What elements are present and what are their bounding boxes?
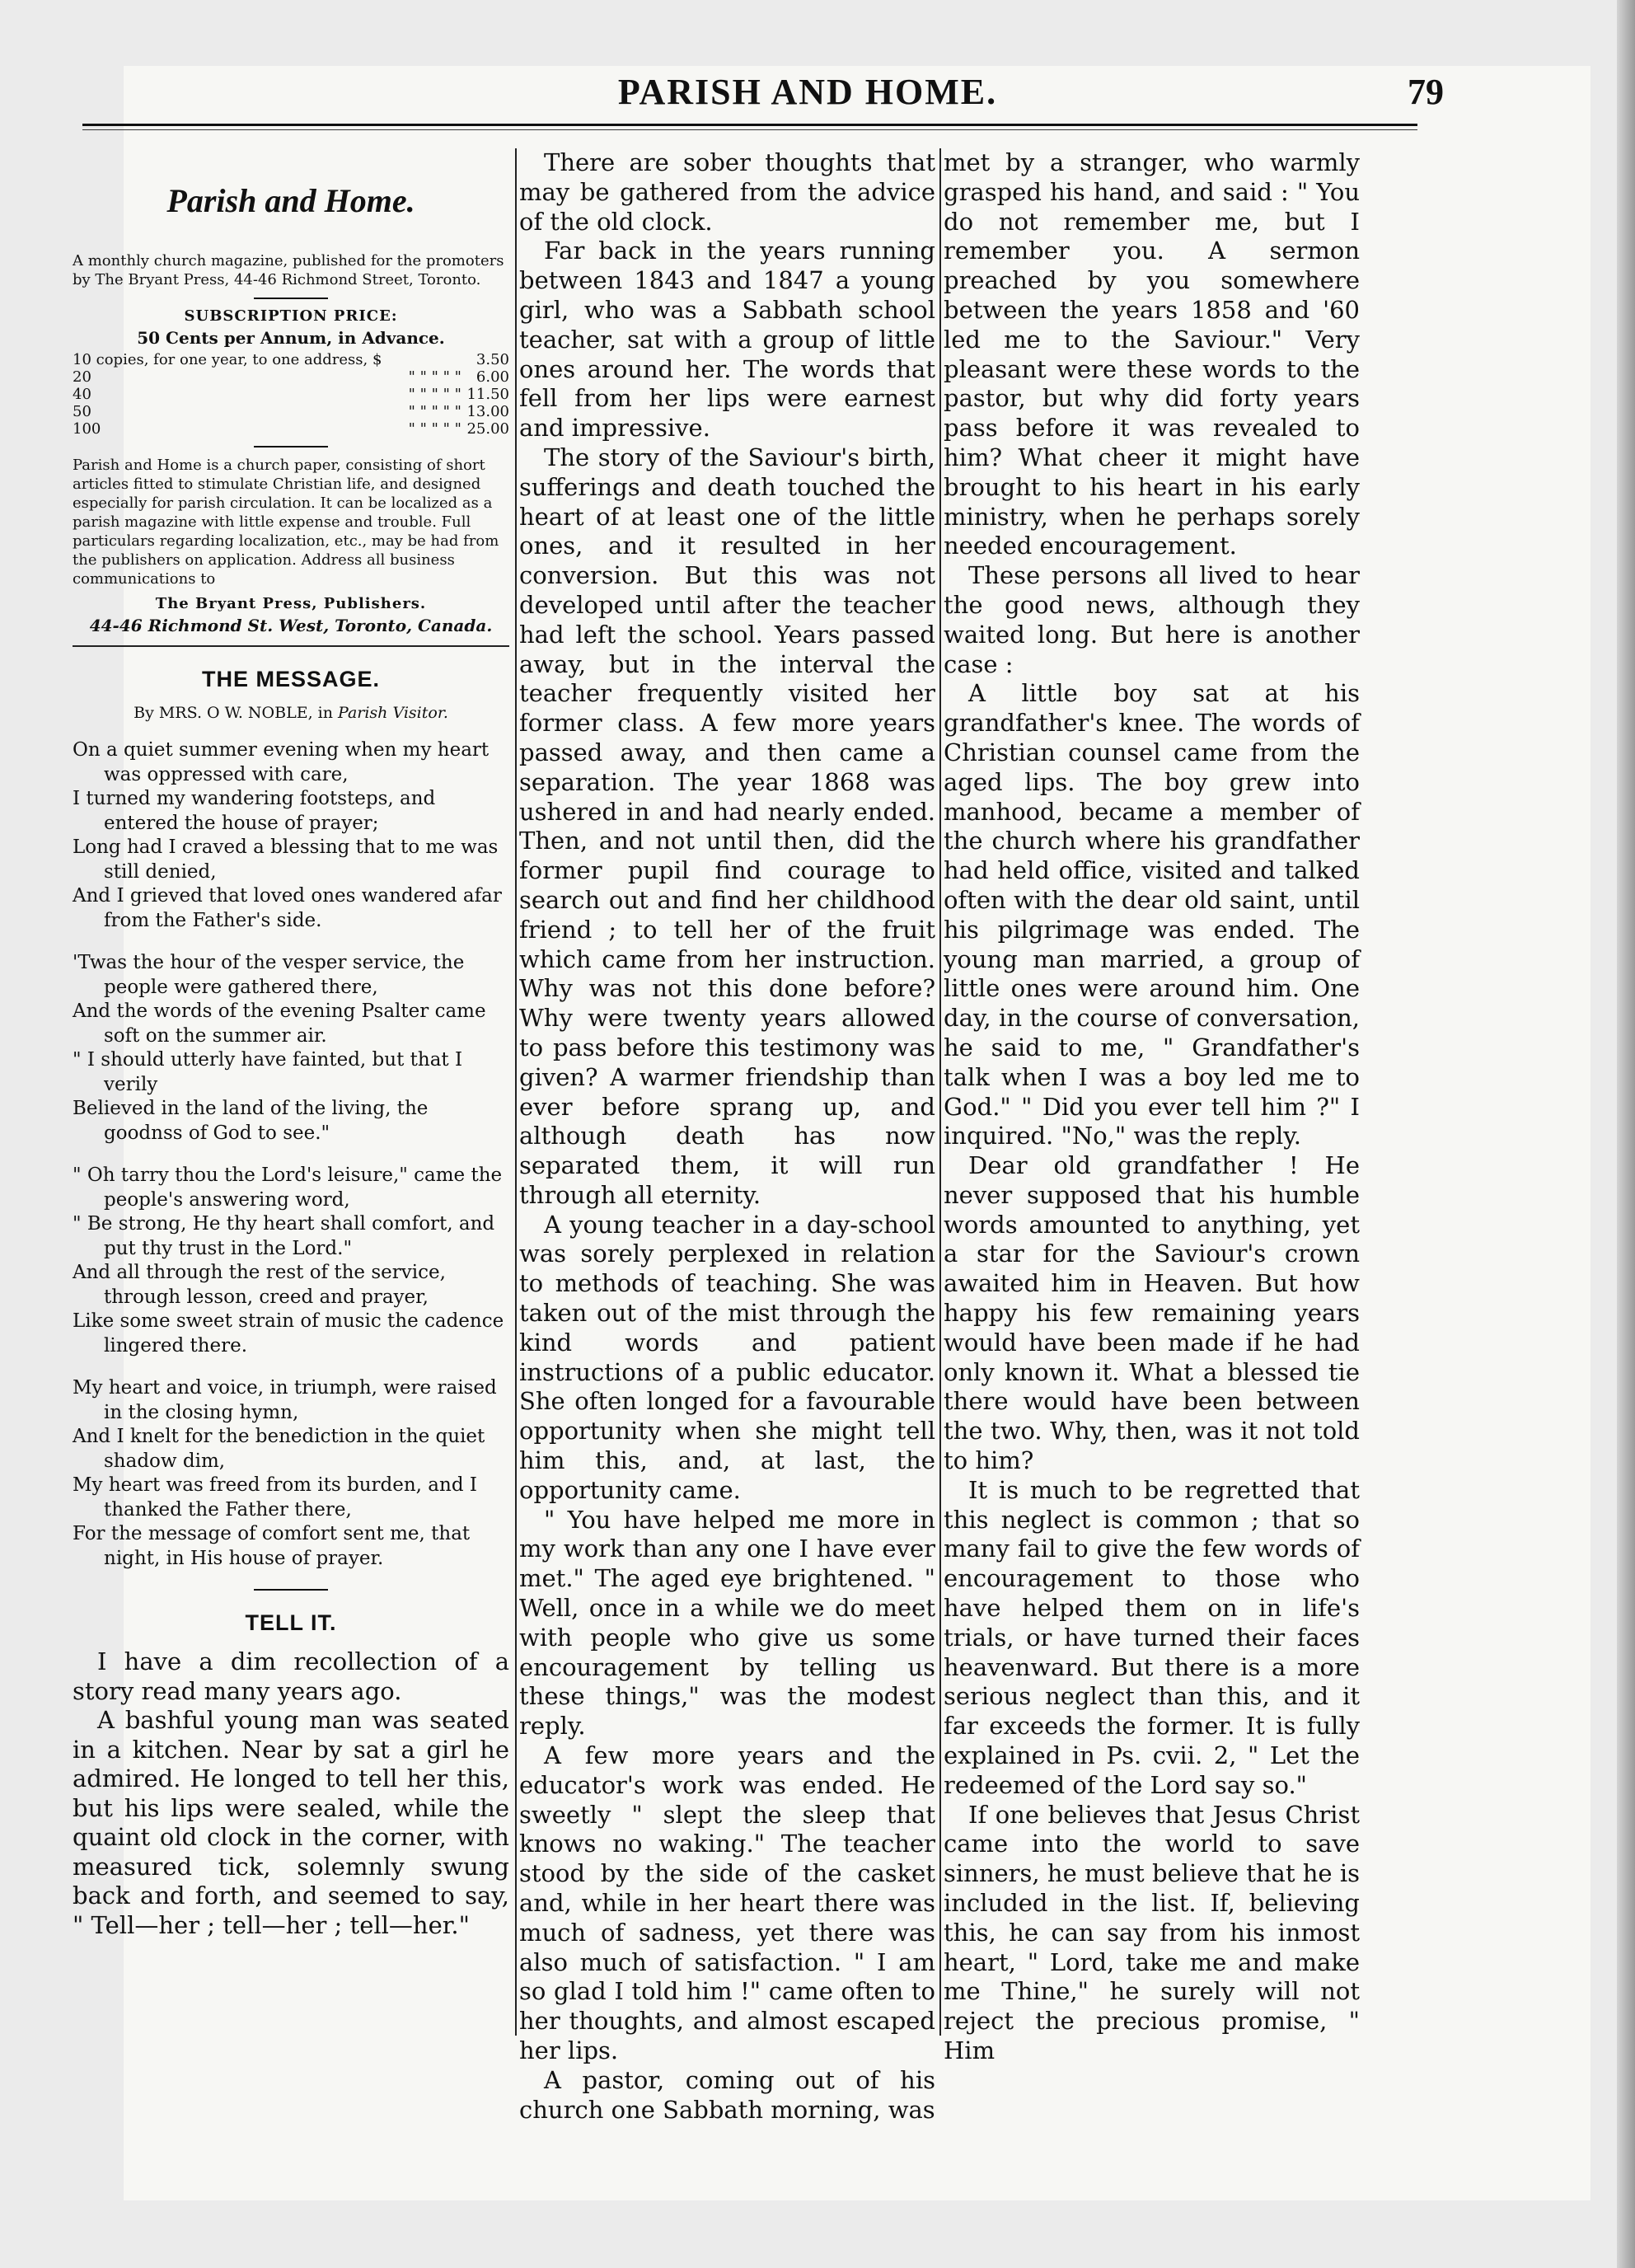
- paragraph: met by a stranger, who warmly grasped his hand, and said : " You do not remember me, but I remember you. A sermon preached by you somewhere between the years 1858 and '60 led me to the Saviour." Very pleasant were these words to the pastor, but why did forty years pass before it was revealed to him? What cheer it might have brought to his heart in his early ministry, when he perhaps sorely needed encouragement.: [944, 148, 1360, 560]
- poem-stanza: [73, 738, 509, 933]
- running-title: PARISH AND HOME.: [617, 72, 998, 112]
- column-3: [944, 148, 1360, 2066]
- rate-row: [73, 368, 509, 386]
- tell-it-heading: TELL IT.: [245, 1610, 337, 1635]
- rate-row: [73, 351, 509, 368]
- rate-row: [73, 386, 509, 403]
- byline-source: Parish Visitor.: [338, 704, 448, 722]
- paragraph: If one believes that Jesus Christ came into the world to save sinners, he must believe that he is included in the list. If, believing this, he can say from his inmost heart, " Lord, take me and make me Thine," he surely will not reject the precious promise, " Him: [944, 1800, 1360, 2064]
- header-rule-thin: [82, 129, 1417, 130]
- header-rule: [82, 124, 1417, 126]
- rate-amount: 6.00: [476, 368, 509, 386]
- short-rule: [254, 298, 328, 299]
- page-number: 79: [1408, 72, 1444, 112]
- poem-line: Believed in the land of the living, the goodnss of God to see.": [73, 1098, 429, 1144]
- paragraph: A pastor, coming out of his church one Sabbath morning, was: [519, 2065, 935, 2124]
- poem-line: And I knelt for the benediction in the quiet shadow dim,: [73, 1426, 485, 1472]
- publisher-address: 44-46 Richmond St. West, Toronto, Canada.: [89, 616, 493, 635]
- rate-ditto: " " " " ": [408, 368, 461, 386]
- page-edge-shadow: [1617, 0, 1635, 2268]
- rate-row: [73, 420, 509, 438]
- annual-price: 50 Cents per Annum, in Advance.: [137, 328, 445, 348]
- publisher-name: The Bryant Press, Publishers.: [155, 595, 427, 612]
- rate-amount: 25.00: [466, 420, 509, 438]
- poem-line: " I should utterly have fainted, but that I verily: [73, 1049, 463, 1095]
- rate-amount: 3.50: [476, 351, 509, 368]
- poem-line: I turned my wandering footsteps, and entered the house of prayer;: [73, 788, 436, 834]
- paragraph: A young teacher in a day-school was sorely perplexed in relation to methods of teaching. She was taken out of the mist through the kind words and patient instructions of a public educator. She often longed for a favourable opportunity when she might tell him this, and, at last, the opportunity came.: [519, 1210, 935, 1504]
- rate-ditto: " " " " ": [408, 386, 461, 403]
- column-1: [73, 148, 509, 1940]
- paragraph: Dear old grandfather ! He never supposed that his humble words amounted to anything, yet a star for the Saviour's crown awaited him in Heaven. But how happy his few remaining years would have been made if he had only known it. What a blessed tie there would have been between the two. Why, then, was it not told to him?: [944, 1151, 1360, 1475]
- rate-copies: 10 copies, for one year, to one address, $: [73, 351, 382, 368]
- poem-line: And I grieved that loved ones wandered afar from the Father's side.: [73, 885, 502, 931]
- poem-line: 'Twas the hour of the vesper service, the people were gathered there,: [73, 952, 465, 998]
- poem-line: For the message of comfort sent me, that night, in His house of prayer.: [73, 1523, 471, 1569]
- message-byline: By MRS. O W. NOBLE, in Parish Visitor.: [134, 704, 448, 722]
- poem-line: My heart and voice, in triumph, were raised in the closing hymn,: [73, 1377, 497, 1423]
- paragraph: I have a dim recollection of a story read many years ago.: [73, 1647, 509, 1705]
- poem-stanza: [73, 1164, 509, 1358]
- column-divider-2: [939, 148, 941, 2036]
- poem-line: My heart was freed from its burden, and I thanked the Father there,: [73, 1474, 477, 1521]
- tell-it-body: [73, 1647, 509, 1940]
- short-rule: [254, 446, 328, 448]
- poem-line: " Oh tarry thou the Lord's leisure," came the people's answering word,: [73, 1164, 503, 1211]
- masthead-about: Parish and Home is a church paper, consisting of short articles fitted to stimulate Christian life, and designed especially for parish circulation. It can be localized as a parish magazine with little expense and trouble. Full particulars regarding localization, etc., may be had from the publishers on application. Address all business communications to: [73, 457, 499, 588]
- paragraph: It is much to be regretted that this neglect is common ; that so many fail to give the few words of encouragement to those who have helped them on in life's trials, or have turned their faces heavenward. But there is a more serious neglect than this, and it far exceeds the former. It is fully explained in Ps. cvii. 2, " Let the redeemed of the Lord say so.": [944, 1475, 1360, 1799]
- rate-copies: 100: [73, 420, 101, 438]
- paragraph: " You have helped me more in my work than any one I have ever met." The aged eye brightened. " Well, once in a while we do meet with people who give us some encouragement by telling us these things," was the modest reply.: [519, 1505, 935, 1741]
- masthead-description: A monthly church magazine, published for the promoters by The Bryant Press, 44-46 Richmond Street, Toronto.: [73, 252, 504, 288]
- poem-line: Like some sweet strain of music the cadence lingered there.: [73, 1310, 504, 1357]
- paragraph: A little boy sat at his grandfather's knee. The words of Christian counsel came from the aged lips. The boy grew into manhood, became a member of the church where his grandfather had held office, visited and talked often with the dear old saint, until his pilgrimage was ended. The young man married, a group of little ones were around him. One day, in the course of conversation, he said to me, " Grandfather's talk when I was a boy led me to God." " Did you ever tell him ?" I inquired. "No," was the reply.: [944, 679, 1360, 1150]
- section-rule: [73, 645, 509, 647]
- rate-amount: 13.00: [466, 403, 509, 420]
- masthead-title: Parish and Home.: [166, 182, 415, 219]
- rate-ditto: " " " " ": [408, 420, 461, 438]
- paragraph: There are sober thoughts that may be gathered from the advice of the old clock.: [519, 148, 935, 236]
- paragraph: The story of the Saviour's birth, sufferings and death touched the heart of at least one of the little ones, and it resulted in her conversion. But this was not developed until after the teacher had left the school. Years passed away, but in the interval the teacher frequently visited her former class. A few more years passed away, and then came a separation. The year 1868 was ushered in and had nearly ended. Then, and not until then, did the former pupil find courage to search out and find her childhood friend ; to tell her of the fruit which came from her instruction. Why was not this done before? Why were twenty years allowed to pass before this testimony was given? A warmer friendship than ever before sprang up, and although death has now separated them, it will run through all eternity.: [519, 443, 935, 1209]
- rate-copies: 40: [73, 386, 91, 403]
- short-rule: [254, 1589, 328, 1591]
- column-divider-1: [515, 148, 517, 2036]
- rate-row: [73, 403, 509, 420]
- poem-stanza: [73, 951, 509, 1146]
- poem-stanza: [73, 1376, 509, 1571]
- rate-ditto: " " " " ": [408, 403, 461, 420]
- rate-amount: 11.50: [466, 386, 509, 403]
- poem-line: And all through the rest of the service, through lesson, creed and prayer,: [73, 1262, 446, 1308]
- paragraph: Far back in the years running between 1843 and 1847 a young girl, who was a Sabbath school teacher, sat with a group of little ones around her. The words that fell from her lips were earnest and impressive.: [519, 237, 935, 443]
- paragraph: A bashful young man was seated in a kitchen. Near by sat a girl he admired. He longed to tell her this, but his lips were sealed, while the quaint old clock in the corner, with measured tick, solemnly swung back and forth, and seemed to say, " Tell—her ; tell—her ; tell—her.": [73, 1706, 509, 1939]
- column-2: [519, 148, 935, 2125]
- paragraph: A few more years and the educator's work was ended. He sweetly " slept the sleep that knows no waking." The teacher stood by the side of the casket and, while in her heart there was much of sadness, yet there was also much of satisfaction. " I am so glad I told him !" came often to her thoughts, and almost escaped her lips.: [519, 1741, 935, 2064]
- rate-copies: 20: [73, 368, 91, 386]
- paragraph: These persons all lived to hear the good news, although they waited long. But here is another case :: [944, 561, 1360, 678]
- subscription-rates-table: [73, 351, 509, 438]
- message-heading: THE MESSAGE.: [201, 667, 381, 691]
- subscription-heading: SUBSCRIPTION PRICE:: [184, 307, 398, 325]
- poem-line: " Be strong, He thy heart shall comfort, and put thy trust in the Lord.": [73, 1213, 495, 1259]
- poem-line: On a quiet summer evening when my heart was oppressed with care,: [73, 739, 490, 785]
- poem-line: Long had I craved a blessing that to me was still denied,: [73, 836, 499, 883]
- poem-line: And the words of the evening Psalter came soft on the summer air.: [73, 1000, 486, 1047]
- rate-copies: 50: [73, 403, 91, 420]
